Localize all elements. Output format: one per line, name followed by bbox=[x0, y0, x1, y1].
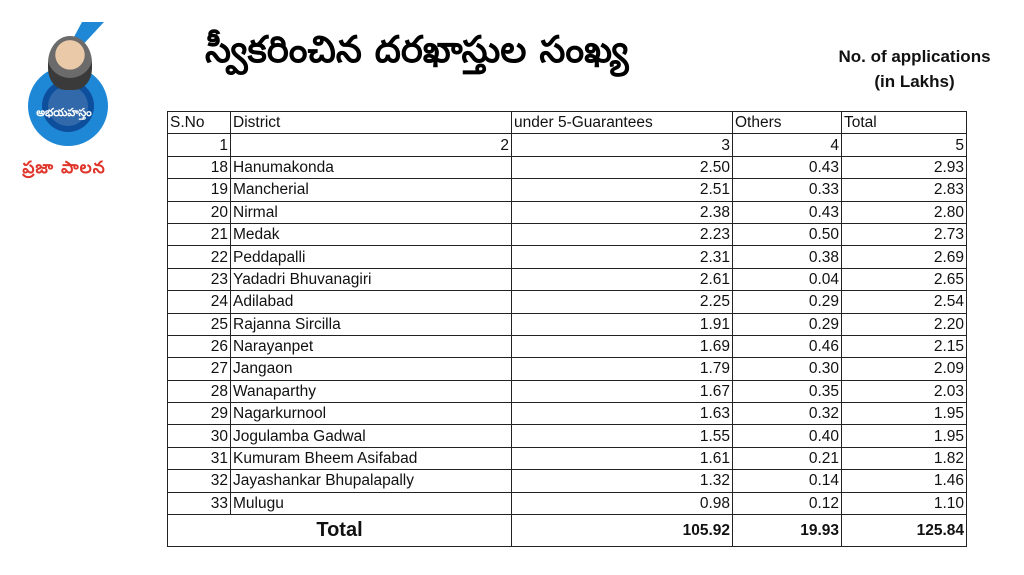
col-number: 4 bbox=[733, 134, 842, 156]
cell-total: 2.69 bbox=[842, 246, 967, 268]
table-row bbox=[168, 403, 967, 425]
cell-district: Hanumakonda bbox=[231, 156, 512, 178]
header-district: District bbox=[231, 112, 512, 134]
cell-others: 0.33 bbox=[733, 179, 842, 201]
cell-sno: 23 bbox=[168, 268, 231, 290]
cell-total: 2.09 bbox=[842, 358, 967, 380]
cell-total: 2.65 bbox=[842, 268, 967, 290]
table-row bbox=[168, 470, 967, 492]
table-row bbox=[168, 335, 967, 357]
cell-district: Adilabad bbox=[231, 291, 512, 313]
cell-guarantees: 1.32 bbox=[512, 470, 733, 492]
table-row bbox=[168, 179, 967, 201]
header-total: Total bbox=[842, 112, 967, 134]
cell-sno: 24 bbox=[168, 291, 231, 313]
table-row bbox=[168, 201, 967, 223]
cell-total: 2.15 bbox=[842, 335, 967, 357]
cell-total: 2.73 bbox=[842, 223, 967, 245]
cell-district: Rajanna Sircilla bbox=[231, 313, 512, 335]
cell-total: 1.46 bbox=[842, 470, 967, 492]
cell-others: 0.43 bbox=[733, 156, 842, 178]
table-row bbox=[168, 358, 967, 380]
unit-note-line1: No. of applications bbox=[838, 47, 991, 66]
table-row bbox=[168, 223, 967, 245]
cell-others: 0.30 bbox=[733, 358, 842, 380]
table-row bbox=[168, 425, 967, 447]
portrait-image bbox=[48, 36, 92, 90]
total-guarantees: 105.92 bbox=[512, 515, 733, 547]
cell-sno: 27 bbox=[168, 358, 231, 380]
cell-guarantees: 2.50 bbox=[512, 156, 733, 178]
cell-district: Peddapalli bbox=[231, 246, 512, 268]
cell-district: Medak bbox=[231, 223, 512, 245]
table-row bbox=[168, 268, 967, 290]
cell-district: Jogulamba Gadwal bbox=[231, 425, 512, 447]
table-row bbox=[168, 492, 967, 514]
cell-others: 0.43 bbox=[733, 201, 842, 223]
cell-others: 0.29 bbox=[733, 313, 842, 335]
col-number: 3 bbox=[512, 134, 733, 156]
cell-district: Jayashankar Bhupalapally bbox=[231, 470, 512, 492]
applications-table bbox=[167, 111, 967, 547]
cell-district: Mulugu bbox=[231, 492, 512, 514]
cell-guarantees: 1.91 bbox=[512, 313, 733, 335]
cell-guarantees: 2.61 bbox=[512, 268, 733, 290]
cell-district: Yadadri Bhuvanagiri bbox=[231, 268, 512, 290]
cell-total: 1.82 bbox=[842, 447, 967, 469]
cell-total: 1.95 bbox=[842, 425, 967, 447]
cell-guarantees: 1.69 bbox=[512, 335, 733, 357]
praja-palana-logo bbox=[8, 14, 120, 189]
cell-guarantees: 2.51 bbox=[512, 179, 733, 201]
cell-district: Kumuram Bheem Asifabad bbox=[231, 447, 512, 469]
cell-total: 2.83 bbox=[842, 179, 967, 201]
cell-total: 2.93 bbox=[842, 156, 967, 178]
cell-sno: 20 bbox=[168, 201, 231, 223]
cell-district: Jangaon bbox=[231, 358, 512, 380]
cell-total: 2.20 bbox=[842, 313, 967, 335]
col-number: 2 bbox=[231, 134, 512, 156]
cell-total: 1.10 bbox=[842, 492, 967, 514]
col-number: 5 bbox=[842, 134, 967, 156]
total-total: 125.84 bbox=[842, 515, 967, 547]
logo-ring-text: అభయహస్తం bbox=[36, 106, 92, 119]
cell-guarantees: 1.67 bbox=[512, 380, 733, 402]
cell-sno: 30 bbox=[168, 425, 231, 447]
cell-total: 1.95 bbox=[842, 403, 967, 425]
cell-others: 0.38 bbox=[733, 246, 842, 268]
cell-sno: 28 bbox=[168, 380, 231, 402]
unit-note-line2: (in Lakhs) bbox=[874, 72, 955, 91]
cell-others: 0.40 bbox=[733, 425, 842, 447]
cell-district: Nirmal bbox=[231, 201, 512, 223]
cell-sno: 18 bbox=[168, 156, 231, 178]
table-row bbox=[168, 246, 967, 268]
cell-sno: 19 bbox=[168, 179, 231, 201]
table-row bbox=[168, 156, 967, 178]
cell-others: 0.29 bbox=[733, 291, 842, 313]
cell-district: Nagarkurnool bbox=[231, 403, 512, 425]
cell-guarantees: 0.98 bbox=[512, 492, 733, 514]
cell-guarantees: 1.79 bbox=[512, 358, 733, 380]
cell-guarantees: 2.23 bbox=[512, 223, 733, 245]
cell-others: 0.35 bbox=[733, 380, 842, 402]
cell-district: Mancherial bbox=[231, 179, 512, 201]
cell-district: Wanaparthy bbox=[231, 380, 512, 402]
cell-others: 0.21 bbox=[733, 447, 842, 469]
cell-sno: 22 bbox=[168, 246, 231, 268]
total-others: 19.93 bbox=[733, 515, 842, 547]
cell-sno: 29 bbox=[168, 403, 231, 425]
cell-guarantees: 2.25 bbox=[512, 291, 733, 313]
cell-others: 0.50 bbox=[733, 223, 842, 245]
cell-sno: 33 bbox=[168, 492, 231, 514]
cell-sno: 31 bbox=[168, 447, 231, 469]
cell-guarantees: 1.63 bbox=[512, 403, 733, 425]
cell-total: 2.03 bbox=[842, 380, 967, 402]
cell-sno: 32 bbox=[168, 470, 231, 492]
total-row bbox=[168, 515, 967, 547]
cell-sno: 25 bbox=[168, 313, 231, 335]
cell-sno: 21 bbox=[168, 223, 231, 245]
page-title: స్వీకరించిన దరఖాస్తుల సంఖ్య bbox=[205, 28, 629, 71]
header-guarantees: under 5-Guarantees bbox=[512, 112, 733, 134]
cell-sno: 26 bbox=[168, 335, 231, 357]
cell-others: 0.14 bbox=[733, 470, 842, 492]
table-row bbox=[168, 313, 967, 335]
cell-others: 0.12 bbox=[733, 492, 842, 514]
cell-guarantees: 2.38 bbox=[512, 201, 733, 223]
cell-total: 2.54 bbox=[842, 291, 967, 313]
cell-total: 2.80 bbox=[842, 201, 967, 223]
table-row bbox=[168, 447, 967, 469]
cell-guarantees: 1.61 bbox=[512, 447, 733, 469]
cell-district: Narayanpet bbox=[231, 335, 512, 357]
cell-others: 0.46 bbox=[733, 335, 842, 357]
total-label: Total bbox=[168, 515, 512, 547]
unit-note bbox=[822, 44, 1007, 94]
table-row bbox=[168, 380, 967, 402]
cell-guarantees: 1.55 bbox=[512, 425, 733, 447]
header-sno: S.No bbox=[168, 112, 231, 134]
table-row bbox=[168, 291, 967, 313]
brand-text: ప్రజా పాలన bbox=[22, 158, 106, 178]
table-header-row bbox=[168, 112, 967, 134]
column-number-row bbox=[168, 134, 967, 156]
cell-others: 0.04 bbox=[733, 268, 842, 290]
col-number: 1 bbox=[168, 134, 231, 156]
cell-others: 0.32 bbox=[733, 403, 842, 425]
cell-guarantees: 2.31 bbox=[512, 246, 733, 268]
header-others: Others bbox=[733, 112, 842, 134]
